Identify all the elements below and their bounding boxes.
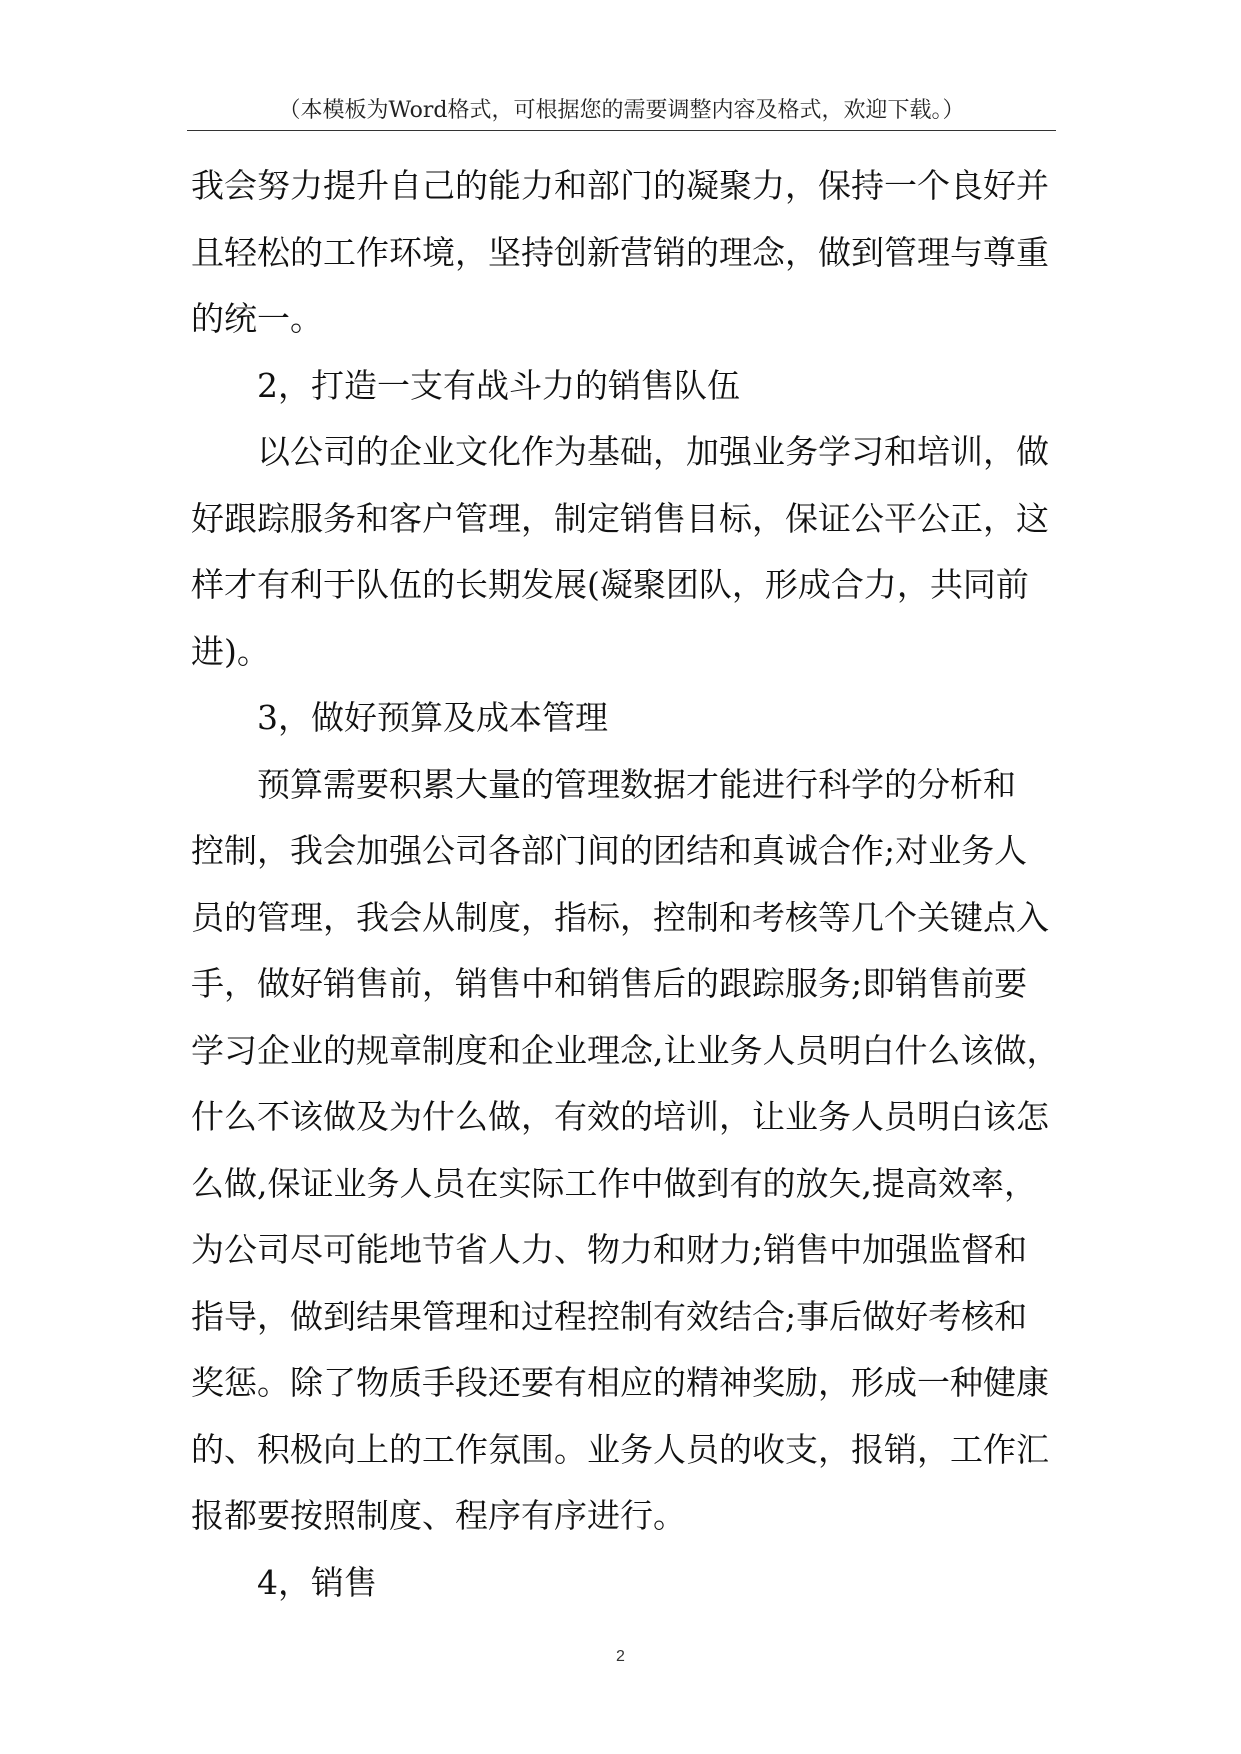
paragraph-line: 的统一。 [191,299,323,338]
paragraph-line: 什么不该做及为什么做，有效的培训，让业务人员明白该怎 [191,1097,1049,1136]
paragraph-line: 奖惩。除了物质手段还要有相应的精神奖励，形成一种健康 [191,1363,1049,1402]
paragraph-line: 手，做好销售前，销售中和销售后的跟踪服务;即销售前要 [191,964,1028,1003]
paragraph-line: 为公司尽可能地节省人力、物力和财力;销售中加强监督和 [191,1230,1028,1269]
page-number: 2 [616,1648,625,1665]
header-divider [187,130,1056,131]
paragraph-line: 样才有利于队伍的长期发展(凝聚团队，形成合力，共同前 [191,565,1029,604]
paragraph-line: 且轻松的工作环境，坚持创新营销的理念，做到管理与尊重 [191,232,1049,272]
paragraph-line: 进)。 [191,631,270,671]
section-heading: 2，打造一支有战斗力的销售队伍 [257,365,740,405]
page-header: （本模板为Word格式，可根据您的需要调整内容及格式，欢迎下载。） [278,98,965,123]
paragraph-line: 员的管理，我会从制度，指标，控制和考核等几个关键点入 [191,897,1049,937]
paragraph-line: 好跟踪服务和客户管理，制定销售目标，保证公平公正，这 [191,498,1049,538]
paragraph-line: 么做,保证业务人员在实际工作中做到有的放矢,提高效率， [191,1163,1037,1203]
paragraph-line: 我会努力提升自己的能力和部门的凝聚力，保持一个良好并 [191,166,1049,205]
paragraph-line: 指导，做到结果管理和过程控制有效结合;事后做好考核和 [191,1296,1028,1336]
paragraph-line: 预算需要积累大量的管理数据才能进行科学的分析和 [257,764,1016,804]
section-heading: 3，做好预算及成本管理 [257,698,608,737]
paragraph-line: 学习企业的规章制度和企业理念,让业务人员明白什么该做， [191,1030,1060,1070]
paragraph-line: 的、积极向上的工作氛围。业务人员的收支，报销，工作汇 [191,1429,1049,1469]
paragraph-line: 控制，我会加强公司各部门间的团结和真诚合作;对业务人 [191,831,1028,870]
paragraph-line: 报都要按照制度、程序有序进行。 [191,1496,686,1535]
section-heading: 4，销售 [257,1562,377,1602]
body-text [191,153,1060,1616]
paragraph-line: 以公司的企业文化作为基础，加强业务学习和培训，做 [257,432,1049,471]
